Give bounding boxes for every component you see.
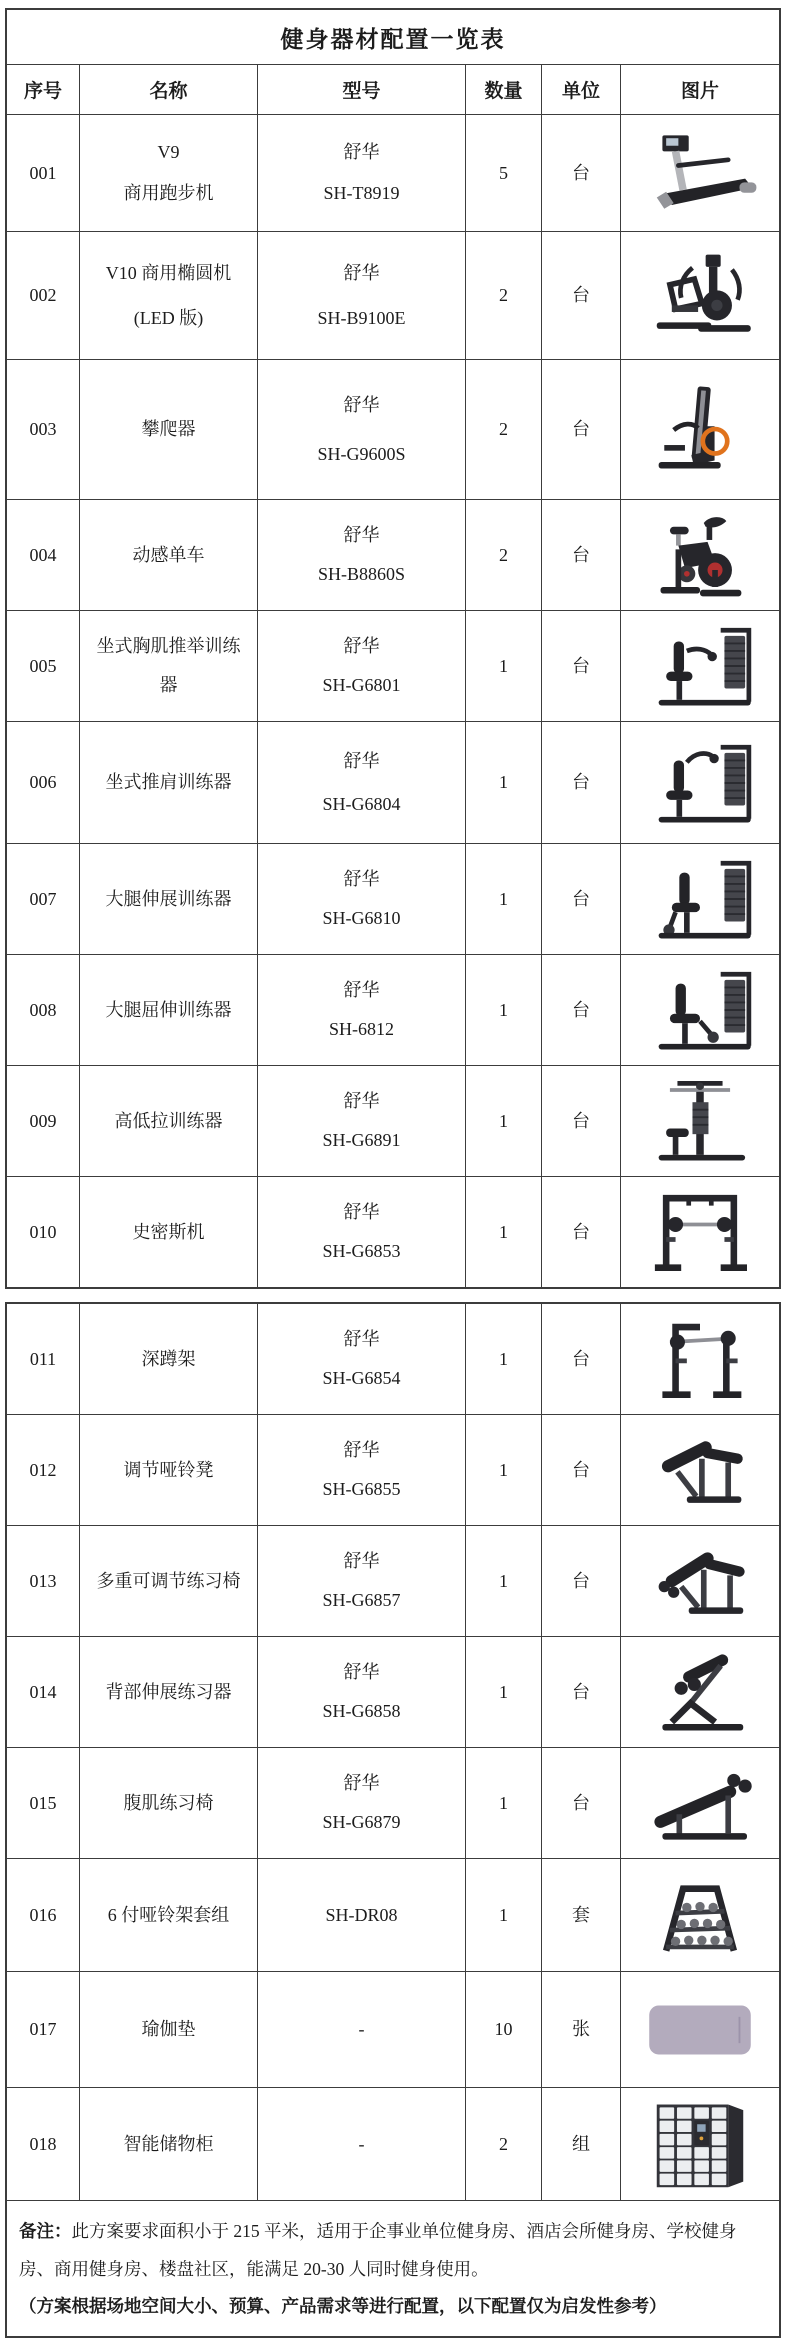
cell-serial: 005 (29, 655, 57, 676)
pulldown-photo (620, 1066, 779, 1176)
table-row (7, 1637, 779, 1748)
cell-serial: 006 (29, 772, 57, 793)
cell-name: V9 商用跑步机 (79, 115, 257, 231)
cell-model: - (257, 2088, 465, 2200)
cell-serial: 017 (29, 2019, 57, 2040)
cell-unit: 台 (541, 722, 620, 843)
chest-press-photo (620, 611, 779, 721)
back-extension-photo (620, 1637, 779, 1747)
cell-model: 舒华 SH-G6879 (257, 1748, 465, 1858)
cell-unit: 台 (541, 1304, 620, 1414)
table-row (7, 232, 779, 360)
cell-name: 多重可调节练习椅 (79, 1526, 257, 1636)
cell-serial: 004 (29, 544, 57, 565)
spin-bike-photo (620, 500, 779, 610)
cell-unit: 台 (541, 1415, 620, 1525)
table-row (7, 1066, 779, 1177)
header-qty: 数量 (465, 65, 541, 114)
table-row (7, 2088, 779, 2201)
adjustable-bench-photo (620, 1415, 779, 1525)
cell-qty: 1 (465, 722, 541, 843)
cell-model: 舒华 SH-G9600S (257, 360, 465, 499)
table-row (7, 115, 779, 232)
table-row (7, 722, 779, 844)
table-row (7, 360, 779, 500)
table-header-row (7, 65, 779, 115)
cell-model: 舒华 SH-G6857 (257, 1526, 465, 1636)
cell-qty: 1 (465, 1637, 541, 1747)
smith-machine-photo (620, 1177, 779, 1287)
yoga-mat-photo (620, 1972, 779, 2087)
cell-unit: 台 (541, 955, 620, 1065)
cell-serial: 014 (29, 1681, 57, 1702)
header-serial: 序号 (23, 81, 62, 102)
cell-qty: 2 (465, 360, 541, 499)
table-row (7, 1304, 779, 1415)
cell-serial: 015 (29, 1792, 57, 1813)
cell-model: 舒华 SH-G6891 (257, 1066, 465, 1176)
cell-unit: 台 (541, 115, 620, 231)
cell-name: 大腿伸展训练器 (79, 844, 257, 954)
header-name: 名称 (79, 65, 257, 114)
cell-qty: 1 (465, 1526, 541, 1636)
cell-unit: 台 (541, 500, 620, 610)
leg-curl-photo (620, 955, 779, 1065)
table-row (7, 1177, 779, 1287)
cell-unit: 台 (541, 611, 620, 721)
cell-name: 智能储物柜 (79, 2088, 257, 2200)
cell-model: 舒华 SH-B9100E (257, 232, 465, 359)
cell-name: 坐式推肩训练器 (79, 722, 257, 843)
page-title: 健身器材配置一览表 (7, 10, 779, 65)
cell-serial: 003 (29, 419, 57, 440)
cell-unit: 组 (541, 2088, 620, 2200)
ab-bench-photo (620, 1748, 779, 1858)
cell-name: V10 商用椭圆机 (LED 版) (79, 232, 257, 359)
shoulder-press-photo (620, 722, 779, 843)
cell-qty: 1 (465, 1177, 541, 1287)
cell-unit: 台 (541, 1526, 620, 1636)
cell-serial: 012 (29, 1459, 57, 1480)
table-row (7, 955, 779, 1066)
cell-unit: 台 (541, 1177, 620, 1287)
cell-unit: 台 (541, 1748, 620, 1858)
cell-unit: 台 (541, 360, 620, 499)
header-unit: 单位 (541, 65, 620, 114)
cell-model: 舒华 SH-G6801 (257, 611, 465, 721)
cell-name: 瑜伽垫 (79, 1972, 257, 2087)
cell-unit: 套 (541, 1859, 620, 1971)
cell-name: 背部伸展练习器 (79, 1637, 257, 1747)
note-line (19, 2213, 765, 2288)
table-row (7, 1526, 779, 1637)
cell-name: 大腿屈伸训练器 (79, 955, 257, 1065)
cell-qty: 2 (465, 2088, 541, 2200)
treadmill-photo (620, 115, 779, 231)
cell-unit: 张 (541, 1972, 620, 2087)
cell-serial: 013 (29, 1570, 57, 1591)
cell-unit: 台 (541, 232, 620, 359)
cell-name: 坐式胸肌推举训练 器 (79, 611, 257, 721)
cell-serial: 008 (29, 999, 57, 1020)
cell-serial: 002 (29, 285, 57, 306)
note-paren: （方案根据场地空间大小、预算、产品需求等进行配置，以下配置仅为启发性参考） (19, 2296, 667, 2317)
cell-qty: 1 (465, 1748, 541, 1858)
cell-model: 舒华 SH-G6855 (257, 1415, 465, 1525)
notes-section (7, 2201, 779, 2336)
equipment-table-bottom (5, 1302, 781, 2338)
cell-model: 舒华 SH-G6858 (257, 1637, 465, 1747)
table-row (7, 1748, 779, 1859)
cell-model: - (257, 1972, 465, 2087)
elliptical-photo (620, 232, 779, 359)
cell-name: 动感单车 (79, 500, 257, 610)
table-row (7, 1972, 779, 2088)
cell-qty: 1 (465, 844, 541, 954)
climber-photo (620, 360, 779, 499)
cell-qty: 1 (465, 1415, 541, 1525)
cell-model: SH-DR08 (257, 1859, 465, 1971)
cell-unit: 台 (541, 1066, 620, 1176)
cell-name: 史密斯机 (79, 1177, 257, 1287)
cell-qty: 1 (465, 611, 541, 721)
cell-model: 舒华 SH-B8860S (257, 500, 465, 610)
cell-model: 舒华 SH-6812 (257, 955, 465, 1065)
cell-qty: 10 (465, 1972, 541, 2087)
cell-unit: 台 (541, 844, 620, 954)
table-row (7, 611, 779, 722)
equipment-table-top (5, 8, 781, 1289)
table-row (7, 1415, 779, 1526)
cell-qty: 2 (465, 500, 541, 610)
multi-bench-photo (620, 1526, 779, 1636)
cell-serial: 016 (29, 1904, 57, 1925)
table-row (7, 500, 779, 611)
cell-name: 腹肌练习椅 (79, 1748, 257, 1858)
cell-qty: 5 (465, 115, 541, 231)
cell-name: 攀爬器 (79, 360, 257, 499)
note-text: 此方案要求面积小于 215 平米，适用于企事业单位健身房、酒店会所健身房、学校健身房、商用健身房、楼盘社区，能满足 20-30 人同时健身使用。 (19, 2221, 737, 2279)
squat-rack-photo (620, 1304, 779, 1414)
table-row (7, 844, 779, 955)
cell-model: 舒华 SH-T8919 (257, 115, 465, 231)
cell-name: 深蹲架 (79, 1304, 257, 1414)
leg-extension-photo (620, 844, 779, 954)
cell-serial: 001 (29, 162, 57, 183)
rows-group-1 (7, 115, 779, 1287)
cell-serial: 018 (29, 2133, 57, 2154)
cell-name: 调节哑铃凳 (79, 1415, 257, 1525)
cell-qty: 1 (465, 1859, 541, 1971)
cell-name: 6 付哑铃架套组 (79, 1859, 257, 1971)
cell-qty: 1 (465, 1066, 541, 1176)
table-row (7, 1859, 779, 1972)
note-label: 备注： (19, 2221, 72, 2241)
locker-photo (620, 2088, 779, 2200)
cell-model: 舒华 SH-G6804 (257, 722, 465, 843)
rows-group-2 (7, 1304, 779, 2201)
cell-serial: 009 (29, 1110, 57, 1131)
cell-unit: 台 (541, 1637, 620, 1747)
cell-qty: 1 (465, 955, 541, 1065)
cell-serial: 010 (29, 1221, 57, 1242)
cell-name: 高低拉训练器 (79, 1066, 257, 1176)
cell-model: 舒华 SH-G6810 (257, 844, 465, 954)
header-photo: 图片 (620, 65, 779, 114)
header-model: 型号 (257, 65, 465, 114)
cell-qty: 1 (465, 1304, 541, 1414)
dumbbell-rack-photo (620, 1859, 779, 1971)
cell-model: 舒华 SH-G6853 (257, 1177, 465, 1287)
cell-model: 舒华 SH-G6854 (257, 1304, 465, 1414)
cell-qty: 2 (465, 232, 541, 359)
cell-serial: 011 (29, 1348, 57, 1369)
cell-serial: 007 (29, 888, 57, 909)
